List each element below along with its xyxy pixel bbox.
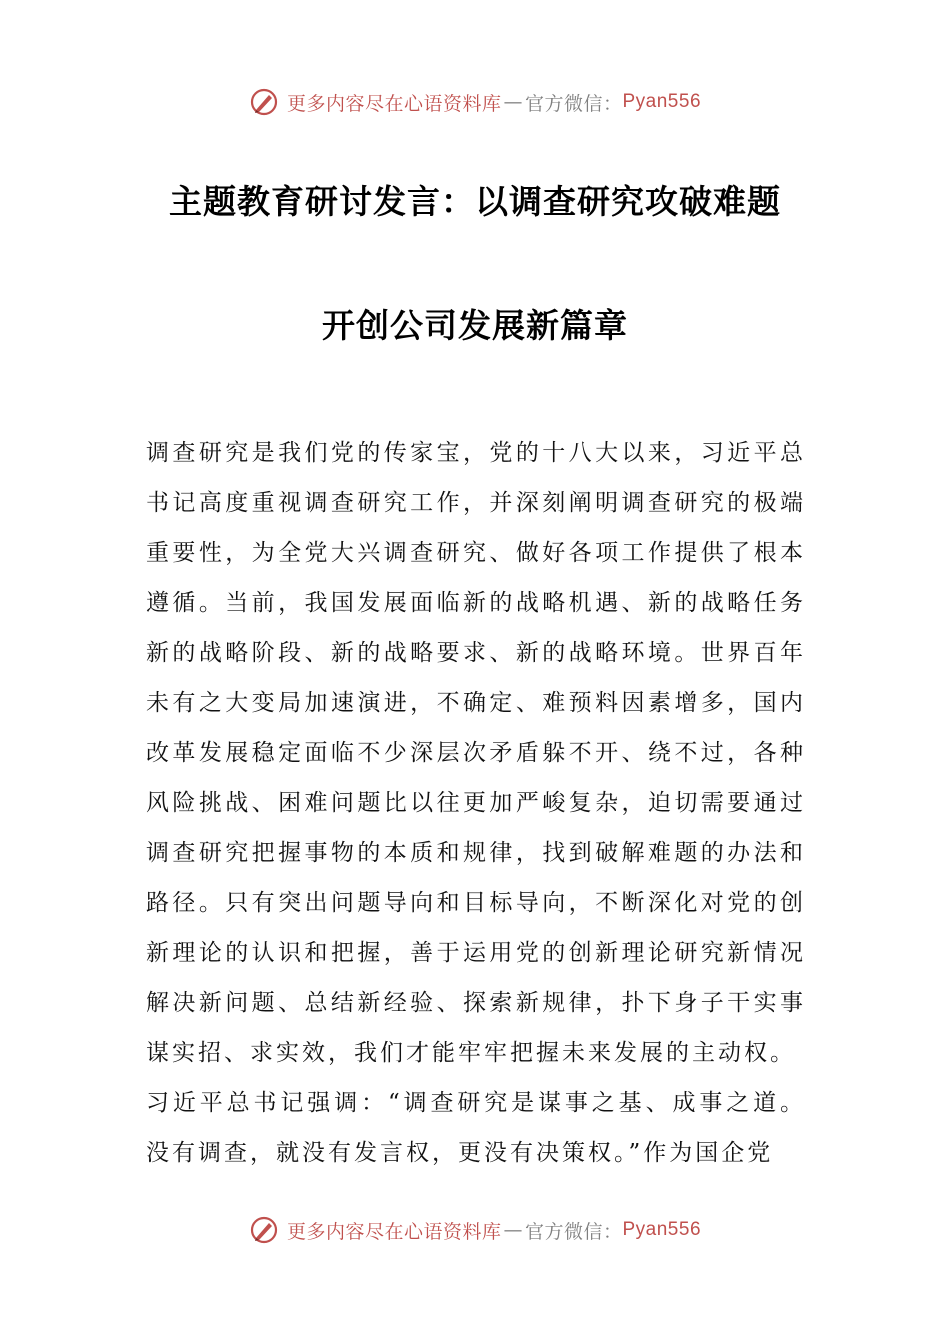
body-paragraph-2: 习近平总书记强调：“调查研究是谋事之基、成事之道。没有调查，就没有发言权，更没有决策权。”作为国企党	[146, 1090, 806, 1166]
footer-watermark-banner	[0, 1210, 950, 1250]
header-watermark-banner	[0, 82, 950, 122]
banner-text: 更多内容尽在心语资料库	[286, 92, 502, 115]
banner-handle: Pyan556	[622, 91, 702, 112]
body-paragraph-1: 调查研究是我们党的传家宝，党的十八大以来，习近平总书记高度重视调查研究工作，并深刻阐明调查研究的极端重要性，为全党大兴调查研究、做好各项工作提供了根本遵循。当前，我国发展面临新的战略机遇、新的战略任务新的战略阶段、新的战略要求、新的战略环境。世界百年未有之大变局加速演进，不确定、难预料因素增多，国内改革发展稳定面临不少深层次矛盾躲不开、绕不过，各种风险挑战、困难问题比以往更加严峻复杂，迫切需要通过调查研究把握事物的本质和规律，找到破解难题的办法和路径。只有突出问题导向和目标导向，不断深化对党的创新理论的认识和把握，善于运用党的创新理论研究新情况解决新问题、总结新经验、探索新规律，扑下身子干实事谋实招、求实效，我们才能牢牢把握未来发展的主动权。	[146, 440, 806, 1066]
banner-wechat-label: 官方微信：	[524, 1220, 623, 1243]
document-body	[146, 428, 806, 1178]
banner-separator: —	[503, 1219, 523, 1241]
banner-separator: —	[503, 91, 523, 113]
document-title-line-2: 开创公司发展新篇章	[322, 306, 628, 345]
banner-wechat-label: 官方微信：	[524, 92, 623, 115]
document-title-line-1: 主题教育研讨发言：以调查研究攻破难题	[169, 182, 781, 221]
banner-handle: Pyan556	[622, 1219, 702, 1240]
pen-logo-icon	[249, 87, 279, 117]
pen-logo-icon	[249, 1215, 279, 1245]
banner-text: 更多内容尽在心语资料库	[286, 1220, 502, 1243]
